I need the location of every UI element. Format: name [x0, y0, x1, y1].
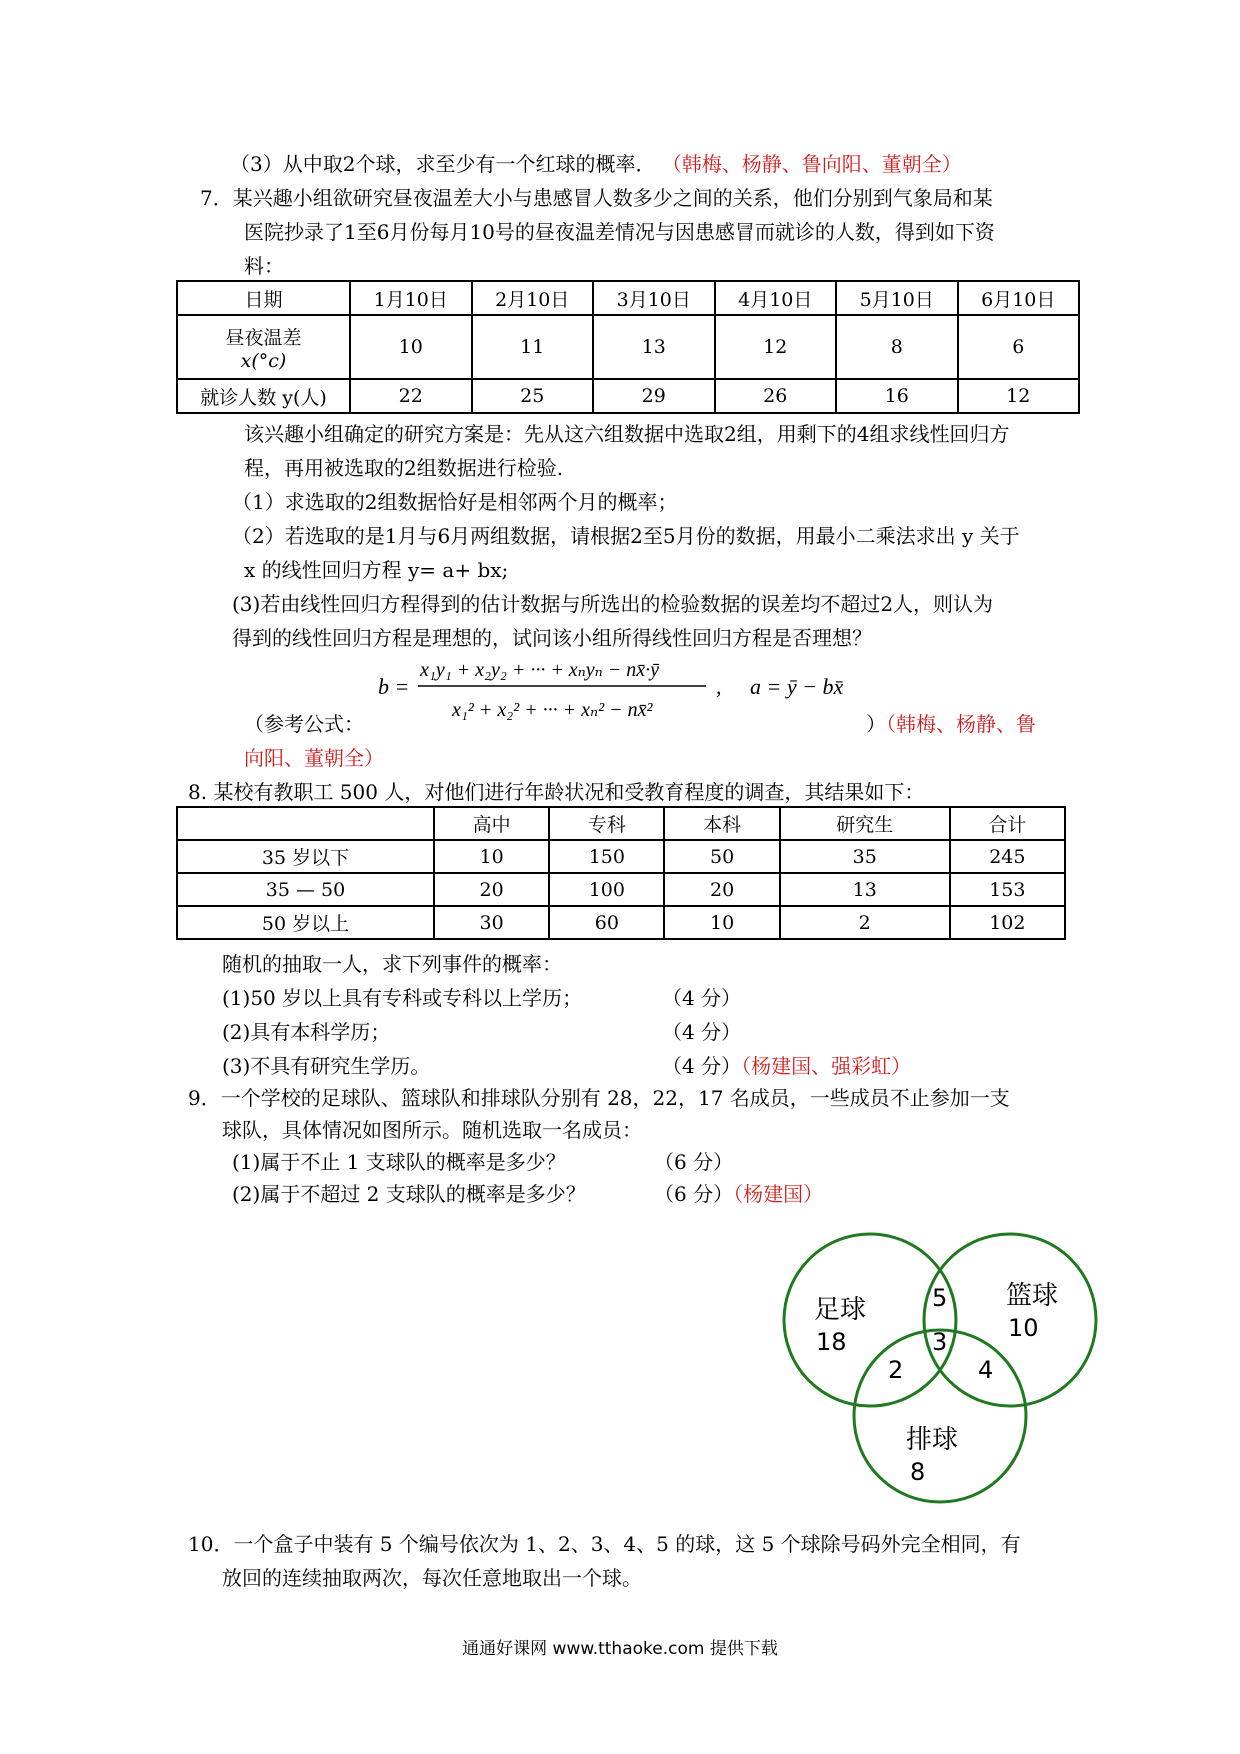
q9-part2: (2)属于不超过 2 支球队的概率是多少？	[232, 1182, 586, 1206]
q9-intro-line2: 球队，具体情况如图所示。随机选取一名成员：	[222, 1118, 642, 1142]
q8-part2-score: （4 分）	[662, 1020, 742, 1044]
table-row	[177, 840, 1065, 873]
football-volleyball-count: 2	[888, 1356, 904, 1384]
svg-text:x₁² + x₂² + ··· + xₙ² − nx̄²: x₁² + x₂² + ··· + xₙ² − nx̄²	[452, 699, 653, 721]
table-cell: 153	[950, 873, 1065, 906]
q7-intro-line3: 料：	[244, 254, 284, 278]
q9-part2-score: （6 分）（杨建国）	[654, 1182, 824, 1206]
table-header-cell: 3月10日	[593, 281, 715, 315]
q9-part1-score: （6 分）	[654, 1150, 734, 1174]
q8-authors: （杨建国、强彩虹）	[741, 1054, 912, 1078]
table-row	[177, 873, 1065, 906]
table-header-cell: 研究生	[780, 807, 950, 840]
q7-authors-line1: （韩梅、杨静、鲁	[886, 712, 1036, 736]
table-cell: 100	[549, 873, 664, 906]
table-cell: 11	[472, 315, 594, 379]
page-footer: 通通好课网 www.tthaoke.com 提供下载	[462, 1639, 778, 1659]
table-cell: 12	[715, 315, 837, 379]
table-cell: 50 岁以上	[177, 906, 434, 939]
q7-part2-line1: （2）若选取的是1月与6月两组数据，请根据2至5月份的数据，用最小二乘法求出 y 关于	[232, 524, 1020, 548]
q7-plan-line2: 程，再用被选取的2组数据进行检验.	[244, 456, 564, 480]
q7-part1: （1）求选取的2组数据恰好是相邻两个月的概率；	[232, 490, 678, 514]
table-cell: 10	[664, 906, 779, 939]
table-header-cell: 1月10日	[350, 281, 472, 315]
table-row	[177, 379, 1079, 413]
table-cell: 13	[780, 873, 950, 906]
q8-part1-score: （4 分）	[662, 986, 742, 1010]
table-cell: 50	[664, 840, 779, 873]
volleyball-only-count: 8	[910, 1458, 926, 1486]
table-cell: 245	[950, 840, 1065, 873]
football-only-count: 18	[816, 1328, 847, 1356]
football-label: 足球	[814, 1295, 867, 1325]
q9-intro-line1: 9．一个学校的足球队、篮球队和排球队分别有 28，22，17 名成员，一些成员不止参加一支	[188, 1086, 1010, 1110]
q7-part2-line2: x 的线性回归方程 y= a+ bx;	[244, 558, 509, 582]
table-cell: 20	[664, 873, 779, 906]
table-cell: 35 岁以下	[177, 840, 434, 873]
q7-part3-line2: 得到的线性回归方程是理想的，试问该小组所得线性回归方程是否理想？	[232, 626, 872, 650]
football-basketball-count: 5	[932, 1284, 948, 1312]
table-row	[177, 315, 1079, 379]
all-three-count: 3	[932, 1328, 948, 1356]
q8-ask: 随机的抽取一人，求下列事件的概率：	[222, 952, 562, 976]
table-header-cell: 4月10日	[715, 281, 837, 315]
row-label-patients: 就诊人数 y(人)	[177, 379, 350, 413]
q7-reference-prefix: （参考公式：	[244, 712, 364, 736]
table-header-cell	[177, 807, 434, 840]
table-row	[177, 807, 1065, 840]
table-cell: 35 — 50	[177, 873, 434, 906]
q7-data-table	[176, 280, 1080, 414]
table-cell: 35	[780, 840, 950, 873]
svg-text:b =: b =	[378, 674, 410, 699]
q6-part3: （3）从中取2个球，求至少有一个红球的概率． （韩梅、杨静、鲁向阳、董朝全）	[230, 152, 962, 176]
q10-line1: 10．一个盒子中装有 5 个编号依次为 1、2、3、4、5 的球，这 5 个球除号码外完全相同，有	[188, 1532, 1021, 1556]
table-cell: 22	[350, 379, 472, 413]
q7-plan-line1: 该兴趣小组确定的研究方案是：先从这六组数据中选取2组，用剩下的4组求线性回归方	[244, 422, 1010, 446]
q9-part1: (1)属于不止 1 支球队的概率是多少？	[232, 1150, 566, 1174]
table-cell: 102	[950, 906, 1065, 939]
q7-reference-suffix: ）（韩梅、杨静、鲁	[866, 712, 1036, 736]
svg-text:a = ȳ − bx̄: a = ȳ − bx̄	[750, 674, 844, 699]
football-circle	[784, 1234, 956, 1406]
row-label-temperature: 昼夜温差 x(°c)	[177, 315, 350, 379]
table-header-cell: 2月10日	[472, 281, 594, 315]
table-header-cell: 高中	[434, 807, 549, 840]
table-cell: 16	[836, 379, 958, 413]
q8-data-table	[176, 806, 1066, 940]
q7-authors-line2: 向阳、董朝全）	[244, 746, 384, 770]
table-header-cell: 5月10日	[836, 281, 958, 315]
table-cell: 60	[549, 906, 664, 939]
basketball-volleyball-count: 4	[978, 1356, 994, 1384]
table-cell: 26	[715, 379, 837, 413]
basketball-label: 篮球	[1006, 1281, 1059, 1311]
q8-part2: (2)具有本科学历；	[222, 1020, 391, 1044]
table-row	[177, 281, 1079, 315]
table-cell: 13	[593, 315, 715, 379]
table-row	[177, 906, 1065, 939]
table-cell: 150	[549, 840, 664, 873]
table-header-cell: 6月10日	[958, 281, 1080, 315]
regression-formula	[376, 648, 896, 728]
table-cell: 10	[350, 315, 472, 379]
table-cell: 29	[593, 379, 715, 413]
venn-diagram	[770, 1210, 1120, 1510]
q10-line2: 放回的连续抽取两次，每次任意地取出一个球。	[222, 1566, 642, 1590]
q9-authors: （杨建国）	[733, 1182, 824, 1206]
table-cell: 30	[434, 906, 549, 939]
svg-text:,: ,	[716, 674, 722, 699]
table-header-cell: 本科	[664, 807, 779, 840]
volleyball-label: 排球	[906, 1425, 959, 1455]
q8-part3: (3)不具有研究生学历。	[222, 1054, 431, 1078]
table-cell: 6	[958, 315, 1080, 379]
basketball-only-count: 10	[1008, 1314, 1039, 1342]
q8-intro: 8. 某校有教职工 500 人，对他们进行年龄状况和受教育程度的调查，其结果如下：	[188, 780, 925, 804]
table-cell: 20	[434, 873, 549, 906]
q7-intro-line1: 7．某兴趣小组欲研究昼夜温差大小与患感冒人数多少之间的关系，他们分别到气象局和某	[200, 186, 993, 210]
table-header-cell: 合计	[950, 807, 1065, 840]
table-cell: 25	[472, 379, 594, 413]
table-header-cell: 日期	[177, 281, 350, 315]
q8-part1: (1)50 岁以上具有专科或专科以上学历；	[222, 986, 583, 1010]
q7-intro-line2: 医院抄录了1至6月份每月10号的昼夜温差情况与因患感冒而就诊的人数，得到如下资	[244, 220, 995, 244]
table-header-cell: 专科	[549, 807, 664, 840]
q7-part3-line1: (3)若由线性回归方程得到的估计数据与所选出的检验数据的误差均不超过2人，则认为	[232, 592, 994, 616]
table-cell: 2	[780, 906, 950, 939]
q8-part3-score: （4 分）（杨建国、强彩虹）	[662, 1054, 912, 1078]
table-cell: 12	[958, 379, 1080, 413]
q6-authors: （韩梅、杨静、鲁向阳、董朝全）	[661, 152, 962, 176]
svg-text:x₁y₁ + x₂y₂ + ··· + xₙyₙ − nx̄: x₁y₁ + x₂y₂ + ··· + xₙyₙ − nx̄·ȳ	[420, 659, 660, 681]
table-cell: 8	[836, 315, 958, 379]
table-cell: 10	[434, 840, 549, 873]
